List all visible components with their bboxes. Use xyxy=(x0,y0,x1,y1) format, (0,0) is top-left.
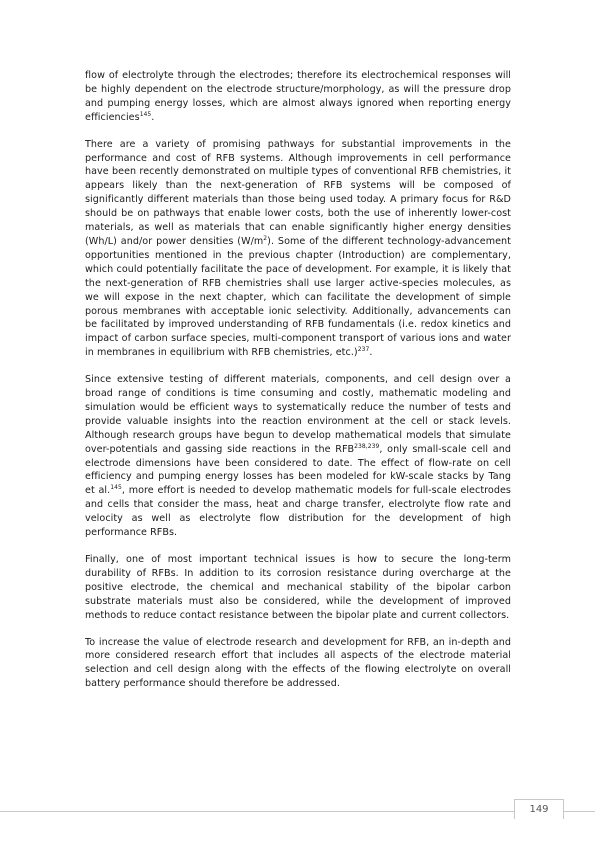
text-run: There are a variety of promising pathways for substantial improvements in the performance and cost of RFB systems. Although improvements in cell performance have been recently demonstrated on multiple types of conventional RFB chemistries, it appears likely than the next-generation of RFB systems will be composed of significantly different materials than those being used today. A primary focus for R&D should be on pathways that enable lower costs, both the use of inherently lower-cost materials, as well as materials that can enable significantly higher energy densities (Wh/L) and/or power densities (W/m xyxy=(85,138,511,247)
paragraph-4 xyxy=(85,553,511,623)
text-run: , more effort is needed to develop mathematic models for full-scale electrodes and cells that consider the mass, heat and charge transfer, electrolyte flow rate and velocity as well as electrolyte flow distribution for the development of high performance RFBs. xyxy=(85,485,511,539)
paragraph-5 xyxy=(85,636,511,692)
text-run: ). Some of the different technology-advancement opportunities mentioned in the previous chapter (Introduction) are complementary, which could potentially facilitate the pace of development. For example, it is likely that the next-generation of RFB chemistries shall use larger active-species molecules, as we will expose in the next chapter, which can facilitate the development of simple porous membranes with acceptable ionic selectivity. Additionally, advancements can be facilitated by improved understanding of RFB fundamentals (i.e. redox kinetics and impact of carbon surface species, multi-component transport of various ions and water in membranes in equilibrium with RFB chemistries, etc.) xyxy=(85,235,511,359)
text-run: Finally, one of most important technical issues is how to secure the long-term durability of RFBs. In addition to its corrosion resistance during overcharge at the positive electrode, the chemical and mechanical stability of the bipolar carbon substrate materials must also be considered, while the development of improved methods to reduce contact resistance between the bipolar plate and current collectors. xyxy=(85,554,511,621)
text-run: To increase the value of electrode research and development for RFB, an in-depth and more considered research effort that includes all aspects of the electrode material selection and cell design along with the effects of the flowing electrolyte on overall battery performance should therefore be addressed. xyxy=(85,636,511,690)
citation-superscript: 145 xyxy=(139,110,152,118)
citation-superscript: 237 xyxy=(357,346,370,354)
footer-rule-right xyxy=(564,811,595,812)
text-run: , only small-scale cell and electrode dimensions have been considered to date. The effect of flow-rate on cell efficiency and pumping energy losses has been modeled for kW-scale stacks by Tang et al. xyxy=(85,443,511,497)
text-run: flow of electrolyte through the electrodes; therefore its electrochemical responses will be highly dependent on the electrode structure/morphology, as will the pressure drop and pumping energy losses, which are almost always ignored when reporting energy efficiencies xyxy=(85,70,511,123)
text-run: . xyxy=(151,111,155,123)
citation-superscript: 238,239 xyxy=(354,442,380,450)
footer-rule xyxy=(0,811,514,812)
unit-superscript: 2 xyxy=(263,234,268,242)
paragraph-3 xyxy=(85,373,511,540)
page-number: 149 xyxy=(514,799,564,819)
page-body xyxy=(85,69,511,704)
paragraph-2 xyxy=(85,138,511,361)
citation-superscript: 145 xyxy=(110,484,122,492)
text-run: Since extensive testing of different materials, components, and cell design over a broad range of conditions is time consuming and costly, mathematic modeling and simulation would be efficient ways to systematically reduce the number of tests and provide valuable insights into the reaction environment at the cell or stack levels. Although research groups have begun to develop mathematical models that simulate over-potentials and gassing side reactions in the RFB xyxy=(85,374,511,455)
text-run: . xyxy=(369,347,373,359)
paragraph-1 xyxy=(85,69,511,125)
